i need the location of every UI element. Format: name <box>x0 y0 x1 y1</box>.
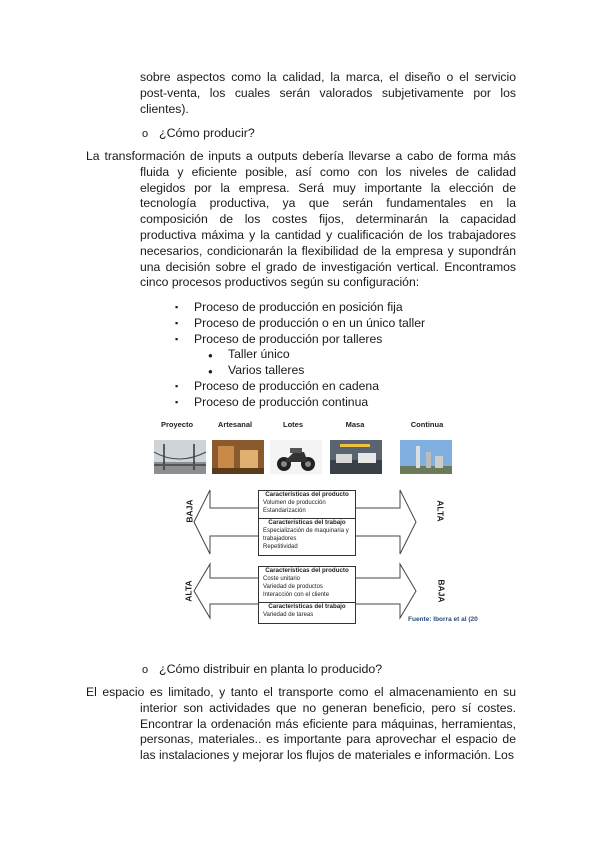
column-label-continua: Continua <box>410 420 444 429</box>
list-marker: o <box>142 664 149 676</box>
left-bottom-label: ALTA <box>183 580 194 602</box>
layout-paragraph <box>86 685 516 764</box>
list-marker: o <box>142 128 149 140</box>
process-list <box>172 300 425 411</box>
motorcycle-photo <box>270 440 322 474</box>
work-characteristics-box <box>258 518 356 556</box>
paragraph-body: fluida y eficiente posible, así como con los niveles de calidad elegidos por la empresa. Será muy importante la elección de tecnología productiva, ya que serán fundamentales en la composición de los costes fijos, determinarán la capacidad productiva máxima y la cantidad y cualificación de los trabajadores necesarios, condicionarán la flexibilidad de la empresa y supondrán una decisión sobre el grado de investigación vertical. Encontramos cinco procesos productivos según su configuración: <box>140 164 516 290</box>
right-top-label: ALTA <box>435 500 446 522</box>
production-process-figure <box>150 420 480 630</box>
box-title: Características del producto <box>265 491 349 498</box>
left-top-label: BAJA <box>184 499 195 523</box>
question-text: ¿Cómo distribuir en planta lo producido? <box>159 662 383 676</box>
product-characteristics-box-lower <box>258 566 356 604</box>
box-title: Características del trabajo <box>268 519 346 526</box>
box-item: Estandarización <box>263 508 306 514</box>
sub-list-container <box>172 347 425 379</box>
box-title: Características del producto <box>265 567 349 574</box>
box-item: Variedad de tareas <box>263 612 314 618</box>
question-how-to-produce <box>142 126 255 140</box>
refinery-photo <box>400 440 452 474</box>
sub-list-item: ● Taller único <box>208 347 425 363</box>
list-item: ▪ Proceso de producción en posición fija <box>172 300 425 316</box>
assembly-line-photo <box>330 440 382 474</box>
column-label-masa: Masa <box>345 420 365 429</box>
box-item: Coste unitario <box>263 576 301 582</box>
box-item: Repetitividad <box>263 544 298 550</box>
column-label-proyecto: Proyecto <box>160 420 194 429</box>
paragraph-first-line: El espacio es limitado, y tanto el transporte como el almacenamiento en su <box>86 685 516 699</box>
bridge-photo <box>154 440 206 474</box>
paragraph-body: interior son actividades que no generan beneficio, pero sí costes. Encontrar la ordenación más eficiente para máquinas, herramientas, personas, materiales.. es importante para aprovechar el espacio de las instalaciones y mejorar los flujos de materiales e información. Los <box>140 700 516 763</box>
work-characteristics-box-lower <box>258 602 356 624</box>
box-item: Especialización de maquinaria y trabajadores <box>263 528 349 542</box>
box-title: Características del trabajo <box>268 603 346 610</box>
paragraph-first-line: La transformación de inputs a outputs debería llevarse a cabo de forma más <box>86 149 516 163</box>
column-label-artesanal: Artesanal <box>217 420 253 429</box>
list-item: ▪ Proceso de producción por talleres <box>172 332 425 348</box>
column-label-lotes: Lotes <box>282 420 303 429</box>
list-item: ▪ Proceso de producción continua <box>172 395 425 411</box>
question-text: ¿Cómo producir? <box>159 126 255 140</box>
box-item: Volumen de producción <box>263 500 326 506</box>
workshop-photo <box>212 440 264 474</box>
box-item: Variedad de productos <box>263 584 323 590</box>
list-item: ▪ Proceso de producción en cadena <box>172 379 425 395</box>
question-layout <box>142 662 382 676</box>
right-bottom-label: BAJA <box>436 579 447 603</box>
list-item: ▪ Proceso de producción o en un único taller <box>172 316 425 332</box>
sub-list-item: ● Varios talleres <box>208 363 425 379</box>
figure-source: Fuente: Iborra et al (20 <box>408 616 478 623</box>
continuation-paragraph: sobre aspectos como la calidad, la marca, el diseño o el servicio post-venta, los cuales serán valorados subjetivamente por los clientes). <box>140 70 516 116</box>
workshop-sub-list <box>172 347 425 379</box>
product-characteristics-box <box>258 490 356 520</box>
production-paragraph <box>86 149 516 291</box>
box-item: Interacción con el cliente <box>263 592 330 598</box>
